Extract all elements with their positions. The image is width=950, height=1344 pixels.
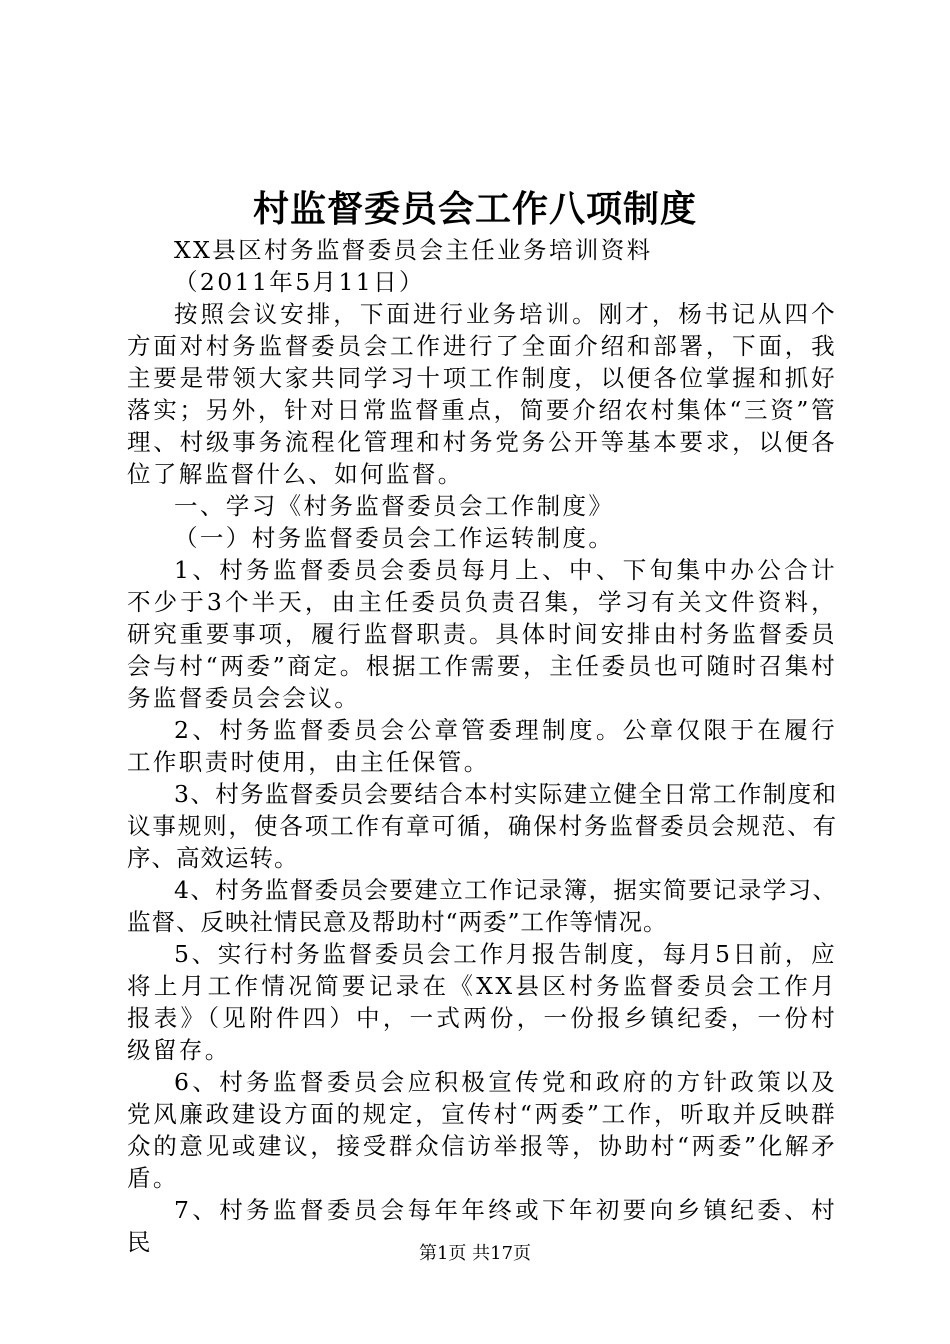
item-paragraph-2: 2、村务监督委员会公章管委理制度。公章仅限于在履行工作职责时使用，由主任保管。 [127, 716, 837, 776]
document-body [127, 234, 837, 1258]
intro-paragraph: 按照会议安排，下面进行业务培训。刚才，杨书记从四个方面对村务监督委员会工作进行了全面介绍和部署，下面，我主要是带领大家共同学习十项工作制度，以便各位掌握和抓好落实；另外，针对日常监督重点，简要介绍农村集体“三资”管理、村级事务流程化管理和村务党务公开等基本要求，以便各位了解监督什么、如何监督。 [127, 300, 837, 488]
subtitle-line: XX县区村务监督委员会主任业务培训资料 [174, 236, 653, 264]
item-paragraph-7: 7、村务监督委员会每年年终或下年初要向乡镇纪委、村民 [127, 1196, 837, 1256]
item-paragraph-4: 4、村务监督委员会要建立工作记录簿，据实简要记录学习、监督、反映社情民意及帮助村“两委”工作等情况。 [127, 876, 837, 936]
item-paragraph-3: 3、村务监督委员会要结合本村实际建立健全日常工作制度和议事规则，使各项工作有章可循，确保村务监督委员会规范、有序、高效运转。 [127, 780, 837, 872]
item-paragraph-6: 6、村务监督委员会应积极宣传党和政府的方针政策以及党风廉政建设方面的规定，宣传村“两委”工作，听取并反映群众的意见或建议，接受群众信访举报等，协助村“两委”化解矛盾。 [127, 1068, 837, 1192]
section-heading: 一、学习《村务监督委员会工作制度》 [174, 492, 615, 520]
document-title: 村监督委员会工作八项制度 [252, 188, 697, 230]
date-line: （2011年5月11日） [174, 268, 425, 296]
subsection-heading: （一）村务监督委员会工作运转制度。 [174, 524, 615, 552]
item-paragraph-5: 5、实行村务监督委员会工作月报告制度，每月5日前，应将上月工作情况简要记录在《XX县区村务监督委员会工作月报表》（见附件四）中，一式两份，一份报乡镇纪委，一份村级留存。 [127, 940, 837, 1064]
page-footer: 第1页 共17页 [418, 1243, 532, 1264]
item-paragraph-1: 1、村务监督委员会委员每月上、中、下旬集中办公合计不少于3个半天，由主任委员负责召集，学习有关文件资料，研究重要事项，履行监督职责。具体时间安排由村务监督委员会与村“两委”商定。根据工作需要，主任委员也可随时召集村务监督委员会会议。 [127, 556, 837, 712]
